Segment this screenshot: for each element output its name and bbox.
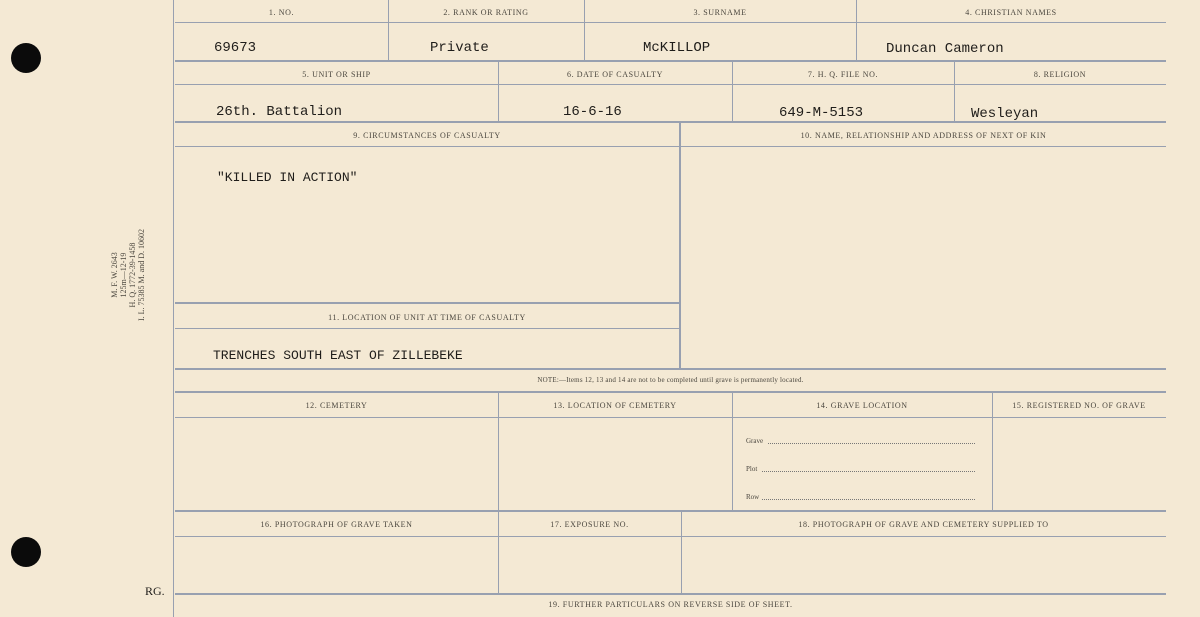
rule bbox=[175, 328, 679, 329]
no-label: 1. NO. bbox=[268, 8, 295, 17]
rule bbox=[175, 417, 1166, 418]
rule bbox=[175, 302, 679, 304]
circumstances-label: 9. CIRCUMSTANCES OF CASUALTY bbox=[353, 131, 501, 140]
religion-value: Wesleyan bbox=[971, 106, 1039, 122]
exposure-label: 17. EXPOSURE NO. bbox=[550, 520, 629, 529]
registered-number-label: 15. REGISTERED NO. OF GRAVE bbox=[1012, 401, 1146, 410]
rule bbox=[732, 393, 733, 511]
side-note-line: I. L. 75385 M. and D. 10602 bbox=[137, 229, 146, 321]
note-text: NOTE:—Items 12, 13 and 14 are not to be completed until grave is permanently located. bbox=[537, 376, 804, 384]
christian-names-value: Duncan Cameron bbox=[886, 41, 1004, 57]
punch-hole-top bbox=[11, 43, 41, 73]
rule bbox=[175, 510, 1166, 512]
unit-value: 26th. Battalion bbox=[216, 104, 343, 120]
location-value: TRENCHES SOUTH EAST OF ZILLEBEKE bbox=[213, 348, 463, 363]
rule bbox=[175, 60, 1166, 62]
side-note-line: M. F. W. 2643 bbox=[110, 252, 119, 298]
date-label: 6. DATE OF CASUALTY bbox=[566, 70, 663, 79]
grave-location-label: 14. GRAVE LOCATION bbox=[816, 401, 908, 410]
rule bbox=[679, 123, 681, 368]
rule bbox=[175, 391, 1166, 393]
rank-label: 2. RANK OR RATING bbox=[443, 8, 529, 17]
rule bbox=[175, 368, 1166, 370]
footer-note: 19. FURTHER PARTICULARS ON REVERSE SIDE OF SHEET. bbox=[548, 600, 793, 609]
rule bbox=[175, 84, 1166, 85]
location-label: 11. LOCATION OF UNIT AT TIME OF CASUALTY bbox=[328, 313, 526, 322]
christian-label: 4. CHRISTIAN NAMES bbox=[965, 8, 1057, 17]
side-note-line: H. Q. 1772-39-1458 bbox=[128, 242, 137, 308]
rg-mark: RG. bbox=[145, 584, 165, 598]
service-number: 69673 bbox=[214, 40, 257, 56]
row-line bbox=[762, 499, 975, 500]
surname-value: McKILLOP bbox=[643, 40, 711, 56]
rule bbox=[175, 536, 1166, 537]
grave-line-label: Grave bbox=[746, 437, 764, 445]
row-line-label: Row bbox=[746, 493, 760, 501]
side-note bbox=[110, 220, 180, 330]
unit-label: 5. UNIT OR SHIP bbox=[302, 70, 371, 79]
cemetery-label: 12. CEMETERY bbox=[305, 401, 368, 410]
rule bbox=[175, 593, 1166, 595]
punch-hole-bottom bbox=[11, 537, 41, 567]
rank-value: Private bbox=[430, 40, 489, 56]
plot-line-label: Plot bbox=[746, 465, 758, 473]
date-value: 16-6-16 bbox=[563, 104, 622, 120]
circumstances-value: "KILLED IN ACTION" bbox=[217, 170, 358, 185]
rule bbox=[175, 22, 1166, 23]
rule bbox=[992, 393, 993, 511]
surname-label: 3. SURNAME bbox=[693, 8, 747, 17]
file-number-value: 649-M-5153 bbox=[779, 105, 864, 121]
cemetery-location-label: 13. LOCATION OF CEMETERY bbox=[553, 401, 677, 410]
photo-supplied-label: 18. PHOTOGRAPH OF GRAVE AND CEMETERY SUPPLIED TO bbox=[798, 520, 1049, 529]
file-label: 7. H. Q. FILE NO. bbox=[807, 70, 879, 79]
photo-taken-label: 16. PHOTOGRAPH OF GRAVE TAKEN bbox=[260, 520, 413, 529]
next-of-kin-label: 10. NAME, RELATIONSHIP AND ADDRESS OF NEXT OF KIN bbox=[800, 131, 1047, 140]
plot-line bbox=[762, 471, 975, 472]
grave-line bbox=[768, 443, 975, 444]
rule bbox=[175, 146, 1166, 147]
side-note-line: 125m—12-19 bbox=[119, 252, 128, 298]
rule bbox=[498, 393, 499, 511]
religion-label: 8. RELIGION bbox=[1033, 70, 1087, 79]
